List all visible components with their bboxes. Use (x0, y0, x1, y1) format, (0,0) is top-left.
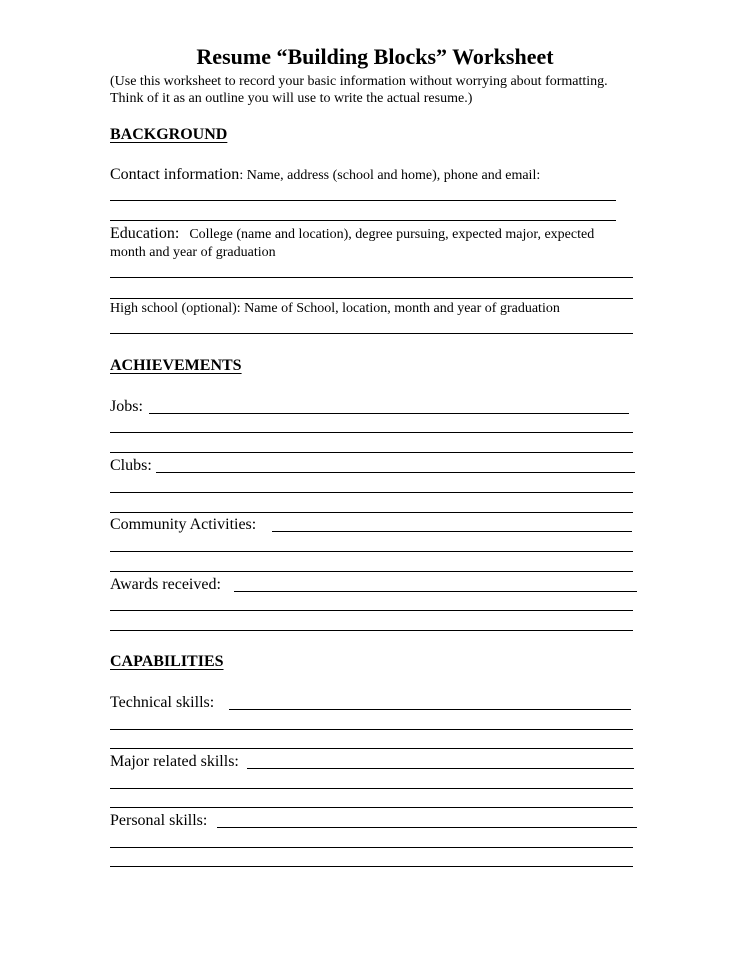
page-title: Resume “Building Blocks” Worksheet (196, 44, 554, 69)
contact-line-2[interactable] (110, 220, 616, 221)
clubs-label: Clubs: (110, 457, 152, 474)
education-detail: College (name and location), degree pursuing, expected major, expected (189, 227, 595, 242)
community-label: Community Activities: (110, 516, 257, 533)
education-line-2[interactable] (110, 298, 633, 299)
clubs-line-3[interactable] (110, 512, 633, 513)
clubs-line-2[interactable] (110, 492, 633, 493)
major-line-2[interactable] (110, 788, 633, 789)
intro-line-2: Think of it as an outline you will use to write the actual resume.) (110, 91, 473, 106)
awards-label: Awards received: (110, 576, 221, 593)
major-skills-label: Major related skills: (110, 753, 239, 770)
highschool-line[interactable] (110, 333, 633, 334)
technical-skills-label: Technical skills: (110, 694, 215, 711)
personal-line-1[interactable] (217, 827, 637, 828)
education-line-1[interactable] (110, 277, 633, 278)
major-line-1[interactable] (247, 768, 634, 769)
technical-line-3[interactable] (110, 748, 633, 749)
education-label (110, 225, 594, 243)
awards-line-1[interactable] (234, 591, 637, 592)
personal-line-2[interactable] (110, 847, 633, 848)
awards-line-3[interactable] (110, 630, 633, 631)
highschool-label: High school (optional): Name of School, location, month and year of graduation (110, 301, 560, 316)
clubs-line-1[interactable] (156, 472, 635, 473)
awards-line-2[interactable] (110, 610, 633, 611)
major-line-3[interactable] (110, 807, 633, 808)
capabilities-heading: CAPABILITIES (110, 653, 224, 670)
jobs-line-2[interactable] (110, 432, 633, 433)
contact-info-label (110, 166, 540, 184)
community-line-2[interactable] (110, 551, 633, 552)
jobs-line-1[interactable] (149, 413, 629, 414)
jobs-label: Jobs: (110, 398, 143, 415)
background-heading: BACKGROUND (110, 126, 228, 143)
personal-skills-label: Personal skills: (110, 812, 208, 829)
contact-line-1[interactable] (110, 200, 616, 201)
personal-line-3[interactable] (110, 866, 633, 867)
jobs-line-3[interactable] (110, 452, 633, 453)
achievements-heading: ACHIEVEMENTS (110, 357, 242, 374)
technical-line-1[interactable] (229, 709, 631, 710)
contact-info-detail: : Name, address (school and home), phone and email: (239, 168, 541, 183)
technical-line-2[interactable] (110, 729, 633, 730)
contact-info-title: Contact information (110, 166, 240, 183)
education-title: Education: (110, 225, 180, 242)
community-line-1[interactable] (272, 531, 632, 532)
community-line-3[interactable] (110, 571, 633, 572)
education-detail-2: month and year of graduation (110, 245, 276, 260)
intro-line-1: (Use this worksheet to record your basic information without worrying about formatting. (110, 74, 608, 89)
